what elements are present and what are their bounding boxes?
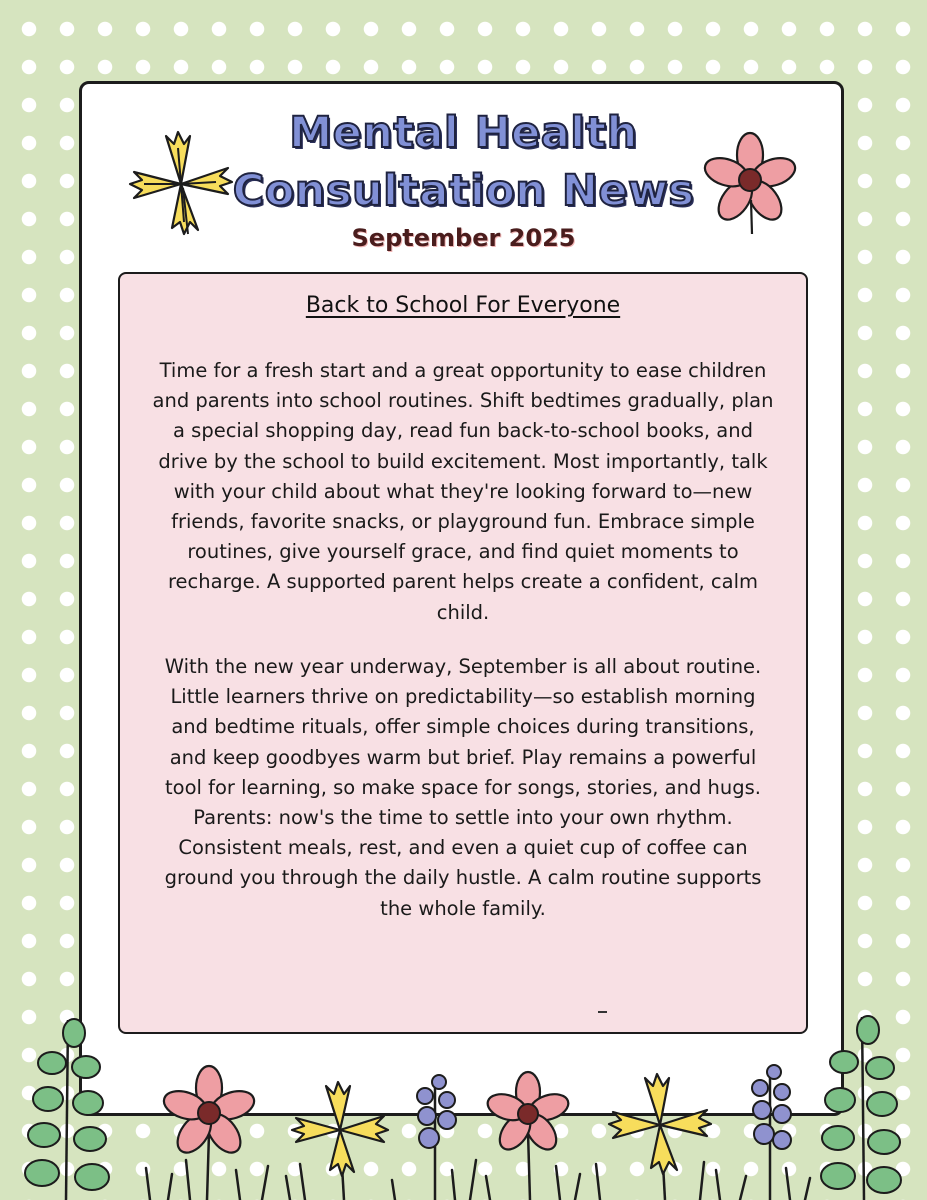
berry-stem-icon [405,1072,465,1200]
leafy-stem-icon [818,1012,908,1200]
pink-daisy-icon [155,1063,265,1200]
article-paragraph-1: Time for a fresh start and a great opportunity to ease children and parents into school routines. Shift bedtimes gradually, plan a special shopping day, read fun back-to-school books, and drive by the school to build excitement. Most importantly, talk with your child about what they're looking forward to—new friends, favorite snacks, or playground fun. Embrace simple routines, give yourself grace, and find quiet moments to recharge. A supported parent helps create a confident, calm child. [152,359,774,624]
stray-mark [598,1011,607,1013]
newsletter-title-line2: Consultation News [232,166,695,216]
leafy-stem-icon [18,1015,108,1200]
yellow-star-flower-icon [605,1070,715,1200]
newsletter-title-line1: Mental Health [289,108,638,158]
article-paragraph-2: With the new year underway, September is all about routine. Little learners thrive on predictability—so establish morning and bedtime rituals, offer simple choices during transitions, and keep goodbyes warm but brief. Play remains a powerful tool for learning, so make space for songs, stories, and hugs. Parents: now's the time to settle into your own rhythm. Consistent meals, rest, and even a quiet cup of coffee can ground you through the daily hustle. A calm routine supports the whole family. [164,655,762,920]
berry-stem-icon [740,1062,800,1200]
yellow-star-flower-icon [290,1080,390,1200]
issue-date: September 2025 [351,224,576,252]
article-heading: Back to School For Everyone [305,293,621,318]
pink-daisy-icon [478,1070,578,1200]
